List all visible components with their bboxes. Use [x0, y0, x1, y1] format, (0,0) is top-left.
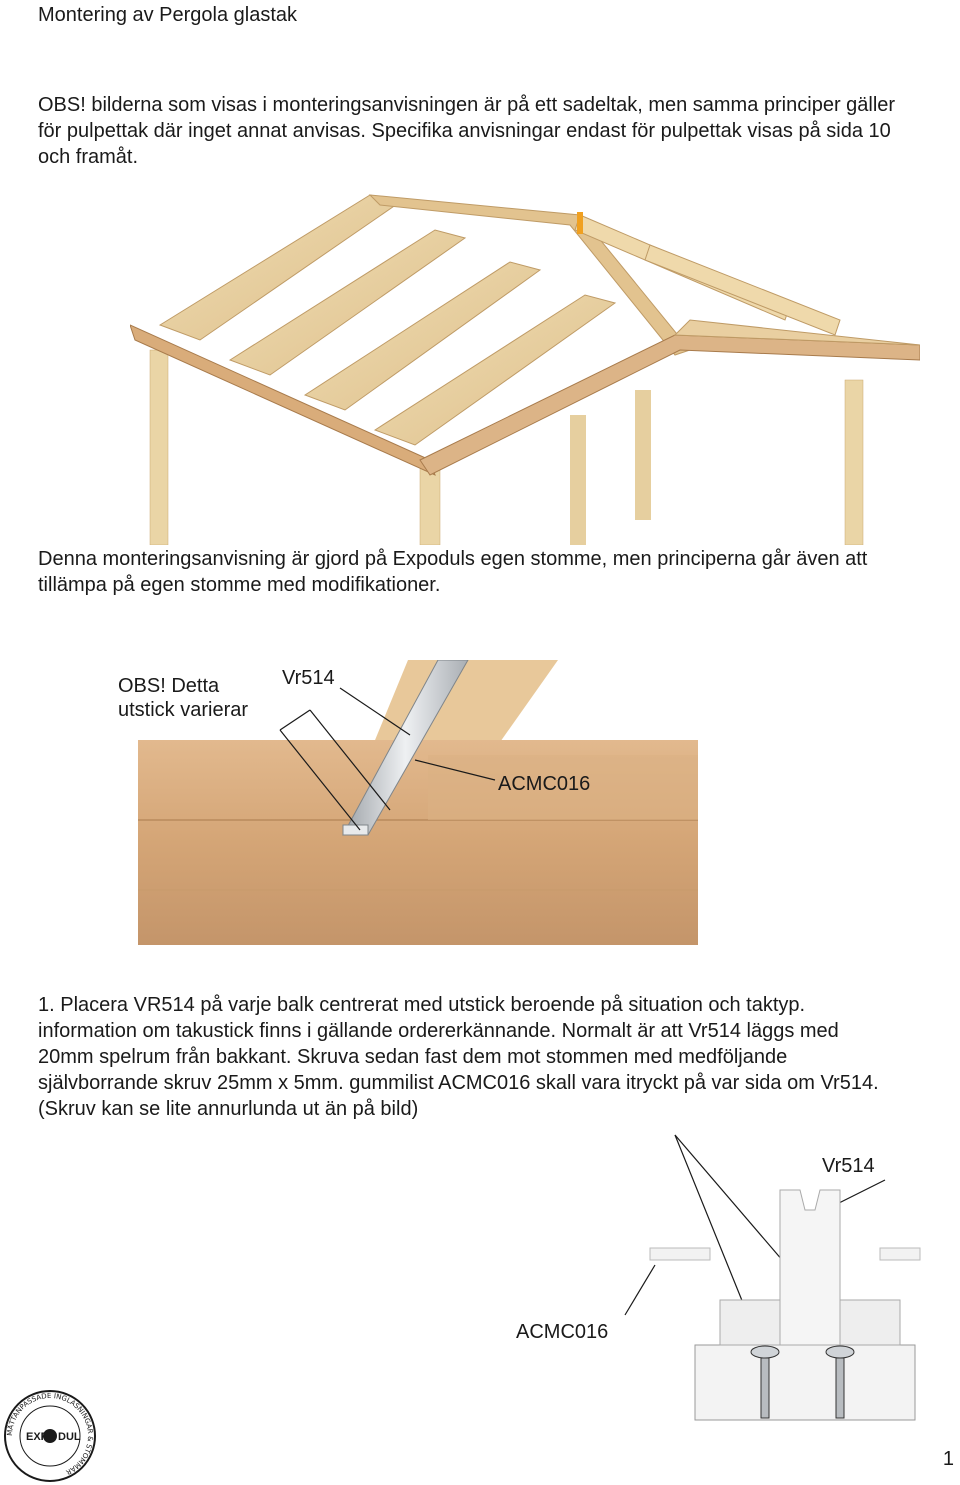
- detail-leader-lines: [260, 680, 520, 840]
- logo-ring-text: MÅTTANPASSADE INGLASNINGAR & STOMMAR: [5, 1391, 95, 1477]
- section-acmc016-label: ACMC016: [516, 1321, 609, 1343]
- page-number: 1: [942, 1448, 954, 1470]
- logo-brand-right: DUL: [58, 1431, 81, 1443]
- obs-overhang-line1: OBS! Detta: [118, 675, 220, 697]
- intro-note: Denna monteringsanvisning är gjord på Expoduls egen stomme, men principerna går även att tillämpa på egen stomme med modifikationer.: [38, 548, 868, 596]
- step-1-instructions: 1. Placera VR514 på varje balk centrerat med utstick beroende på situation och taktyp. information om takustick finns i gällande ordererkännande. Normalt är att Vr514 läggs med 20mm spelrum från bakkant. Skruva sedan fast dem mot stommen med medföljande självborrande skruv 25mm x 5mm. gummilist ACMC016 skall vara itryckt på var sida om Vr514. (Skruv kan se lite annurlunda ut än på bild): [38, 994, 879, 1120]
- section-vr514-label: Vr514: [822, 1155, 875, 1177]
- logo-brand-left: EXP: [26, 1431, 49, 1443]
- obs-overhang-line2: utstick varierar: [118, 699, 249, 721]
- vr514-label: Vr514: [282, 667, 335, 689]
- pergola-illustration: [130, 190, 920, 545]
- page-title: Montering av Pergola glastak: [38, 4, 298, 26]
- acmc016-label: ACMC016: [498, 773, 591, 795]
- obs-note: OBS! bilderna som visas i monteringsanvisningen är på ett sadeltak, men samma principer gäller för pulpettak där inget annat anvisas. Specifika anvisningar endast för pulpettak visas på sida 10 och framåt.: [38, 94, 896, 168]
- expodul-logo: [2, 1388, 98, 1484]
